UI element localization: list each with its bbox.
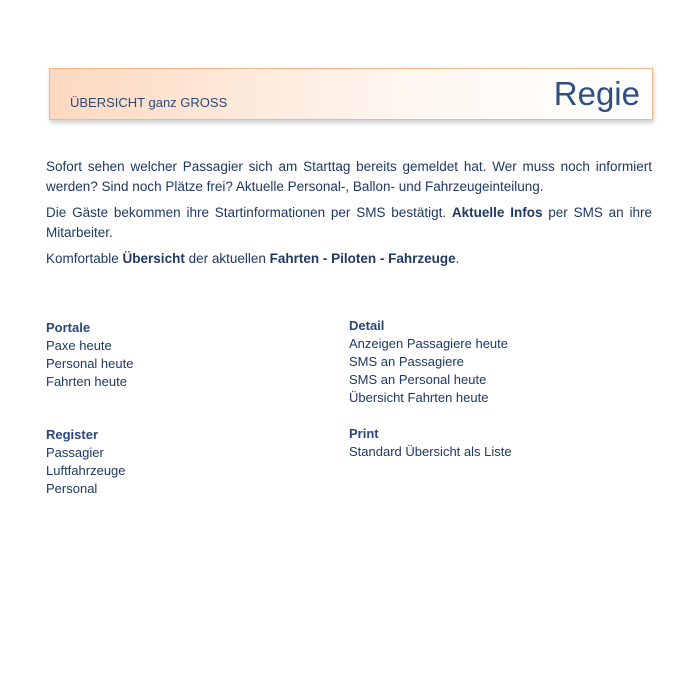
- section-heading-portale: Portale: [46, 320, 91, 335]
- section-heading-detail: Detail: [349, 318, 385, 333]
- portale-item-fahrten-heute[interactable]: Fahrten heute: [46, 374, 127, 389]
- portale-item-paxe-heute[interactable]: Paxe heute: [46, 338, 112, 353]
- detail-item-anzeigen-passagiere[interactable]: Anzeigen Passagiere heute: [349, 336, 509, 351]
- section-heading-print: Print: [349, 426, 379, 441]
- intro-text: [46, 157, 652, 275]
- title-banner: [49, 68, 653, 120]
- section-print: [349, 425, 512, 461]
- intro-paragraph-3: Komfortable Übersicht der aktuellen Fahrten - Piloten - Fahrzeuge.: [46, 251, 460, 266]
- detail-item-sms-passagiere[interactable]: SMS an Passagiere: [349, 354, 464, 369]
- section-portale: [46, 319, 133, 391]
- banner-subtitle: ÜBERSICHT ganz GROSS: [70, 95, 228, 110]
- page-title: Regie: [553, 75, 640, 112]
- detail-item-uebersicht-fahrten[interactable]: Übersicht Fahrten heute: [349, 390, 489, 405]
- section-heading-register: Register: [46, 427, 99, 442]
- highlight-aktuelle-infos: Aktuelle Infos: [451, 205, 543, 220]
- intro-paragraph-1: Sofort sehen welcher Passagier sich am Starttag bereits gemeldet hat. Wer muss noch informiert werden? Sind noch Plätze frei? Aktuelle Personal-, Ballon- und Fahrzeugeinteilung.: [46, 159, 652, 194]
- section-register: [46, 426, 126, 498]
- detail-item-sms-personal[interactable]: SMS an Personal heute: [349, 372, 487, 387]
- portale-item-personal-heute[interactable]: Personal heute: [46, 356, 134, 371]
- register-item-personal[interactable]: Personal: [46, 481, 98, 496]
- section-detail: [349, 317, 508, 407]
- print-item-standard-uebersicht[interactable]: Standard Übersicht als Liste: [349, 444, 512, 459]
- register-item-luftfahrzeuge[interactable]: Luftfahrzeuge: [46, 463, 126, 478]
- register-item-passagier[interactable]: Passagier: [46, 445, 104, 460]
- intro-paragraph-2: Die Gäste bekommen ihre Startinformationen per SMS bestätigt. Aktuelle Infos per SMS an ihre Mitarbeiter.: [46, 205, 653, 240]
- highlight-uebersicht: Übersicht: [122, 251, 185, 266]
- highlight-fahrten-piloten-fahrzeuge: Fahrten - Piloten - Fahrzeuge: [269, 251, 456, 266]
